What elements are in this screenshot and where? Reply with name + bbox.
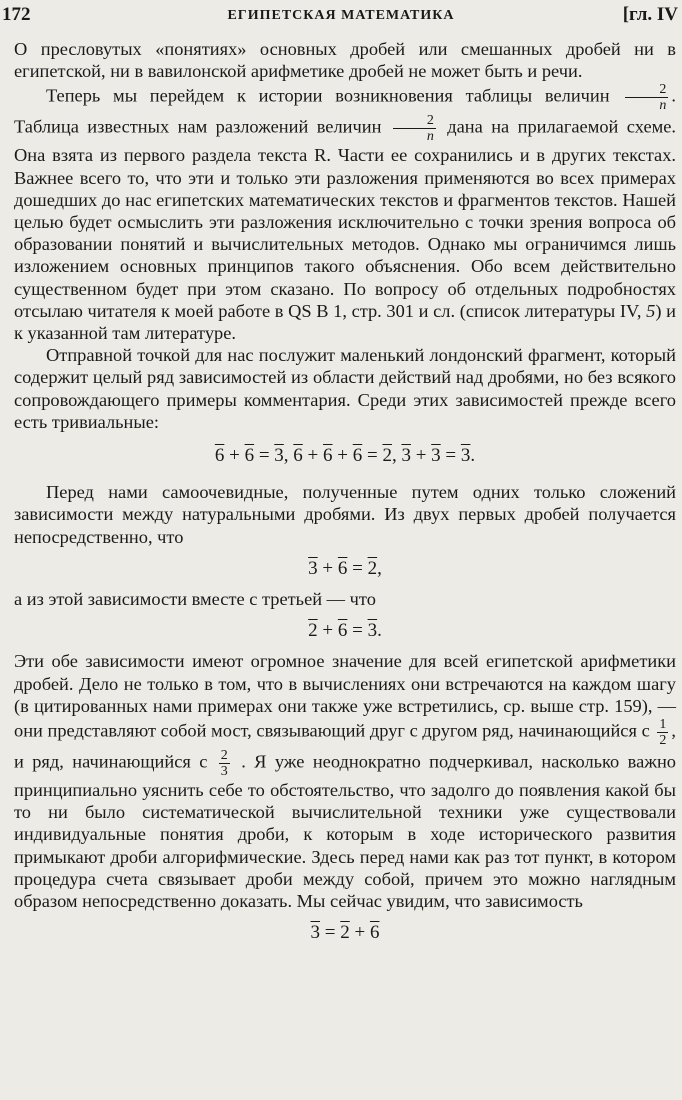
operator: = <box>320 922 341 944</box>
fraction-2-over-n <box>625 82 668 113</box>
operator: + <box>332 445 353 467</box>
fraction-2-over-3 <box>219 748 230 779</box>
operator: = <box>347 620 368 642</box>
frac-denominator: n <box>426 129 434 145</box>
operator: + <box>349 922 370 944</box>
operator: + <box>224 445 245 467</box>
frac-numerator: 2 <box>220 748 228 764</box>
paragraph-6 <box>14 650 676 912</box>
operator: = <box>347 557 368 579</box>
unit-fraction: 3 <box>401 445 411 467</box>
separator: , <box>391 445 402 467</box>
operator: = <box>254 445 275 467</box>
chapter-label: [гл. IV <box>622 4 678 25</box>
unit-fraction: 3 <box>274 445 284 467</box>
formula-trivial-relations <box>14 445 676 467</box>
text-span: Эти обе зависимости имеют огромное значение для всей египетской арифметики дробей. Дело не только в том, что в вычислениях они встречаются на каждом шагу (в цитированных нами примерах они также уже встретились, ср. выше стр. 159), — они представляют собой мост, связывающий друг с другом ряд, начинающийся с <box>14 651 676 741</box>
fraction-2-over-n <box>393 113 436 144</box>
unit-fraction: 3 <box>460 445 471 467</box>
frac-denominator: n <box>659 98 667 114</box>
formula-3-eq-2-plus-6 <box>14 922 676 944</box>
fraction-1-over-2 <box>657 717 668 748</box>
paragraph-3: Отправной точкой для нас послужит маленький лондонский фрагмент, который содержит целый ряд зависимостей из области действий над дробями, но без всякого сопровождающего примеры комментария. Среди этих зависимостей прежде всего есть тривиальные: <box>14 345 676 432</box>
unit-fraction: 3 <box>367 620 378 642</box>
unit-fraction: 3 <box>310 922 321 944</box>
page-number: 172 <box>2 4 31 25</box>
frac-denominator: 3 <box>220 764 228 780</box>
running-title: ЕГИПЕТСКАЯ МАТЕМАТИКА <box>227 8 455 23</box>
punctuation: , <box>377 557 382 579</box>
unit-fraction: 6 <box>214 445 225 467</box>
unit-fraction: 2 <box>382 445 392 467</box>
operator: = <box>362 445 383 467</box>
operator: = <box>440 445 461 467</box>
unit-fraction: 2 <box>367 557 378 579</box>
text-span: . Таблица известных нам разложений величин <box>14 86 676 138</box>
paragraph-1: О пресловутых «понятиях» основных дробей или смешанных дробей ни в египетской, ни в вавилонской арифметике дробей не может быть и речи. <box>14 39 676 82</box>
operator: + <box>317 557 338 579</box>
text-span: , и ряд, начинающийся с <box>14 720 676 772</box>
running-header <box>0 4 682 30</box>
text-span: . Я уже неоднократно подчеркивал, насколько важно принципиально уяснить себе то обстоятельство, что задолго до появления какой бы то ни было систематической вычислительной техники уже существовали индивидуальные понятия дроби, к которым в ходе исторического развития примыкают дроби алгорифмические. Здесь перед нами как раз тот пункт, в котором процедура счета связывает дроби между собой, причем это можно наглядным образом непосредственно доказать. Мы сейчас увидим, что зависимость <box>14 751 676 912</box>
text-span: дана на прилагаемой схеме. Она взята из первого раздела текста R. Части ее сохранились и в других текстах. Важнее всего то, что эти и только эти разложения применяются во всех примерах дошедших до нас египетских математических текстов и фрагментов текстов. Нашей целью будет осмыслить эти разложения исключительно с точки зрения вопроса об образовании понятий и вычислительных методов. Однако мы ограничимся лишь изложением основных принципов такого объяснения. Обо всем действительно существенном будет при этом сказано. По вопросу об отдельных подробностях отсылаю читателя к моей работе в QS B 1, стр. 301 и сл. (список литературы IV, <box>14 117 676 321</box>
frac-numerator: 2 <box>393 113 436 129</box>
unit-fraction: 6 <box>323 445 333 467</box>
punctuation: . <box>470 445 476 467</box>
frac-numerator: 2 <box>625 82 668 98</box>
unit-fraction: 6 <box>337 620 348 642</box>
operator: + <box>317 620 338 642</box>
unit-fraction: 2 <box>308 620 318 642</box>
unit-fraction: 6 <box>244 445 255 467</box>
page-body <box>14 38 676 953</box>
unit-fraction: 6 <box>293 445 303 467</box>
unit-fraction: 6 <box>369 922 380 944</box>
unit-fraction: 6 <box>352 445 363 467</box>
frac-denominator: 2 <box>659 733 667 749</box>
paragraph-5: а из этой зависимости вместе с третьей — что <box>14 589 376 610</box>
unit-fraction: 2 <box>340 922 350 944</box>
reference-number: 5 <box>646 300 656 321</box>
operator: + <box>410 445 432 467</box>
unit-fraction: 3 <box>308 557 318 579</box>
operator: + <box>302 445 324 467</box>
frac-numerator: 1 <box>659 717 667 733</box>
unit-fraction: 6 <box>337 557 348 579</box>
formula-2-plus-6 <box>14 620 676 642</box>
paragraph-2 <box>14 82 676 344</box>
paragraph-4: Перед нами самоочевидные, полученные путем одних только сложений зависимости между натуральными дробями. Из двух первых дробей получается непосредственно, что <box>14 482 676 547</box>
separator: , <box>283 445 294 467</box>
formula-3-plus-6 <box>14 558 676 580</box>
unit-fraction: 3 <box>431 445 441 467</box>
punctuation: . <box>377 620 382 642</box>
text-span: Теперь мы перейдем к истории возникновения таблицы величин <box>46 86 610 107</box>
text-span: ) и к указанной там литературе. <box>14 300 676 344</box>
